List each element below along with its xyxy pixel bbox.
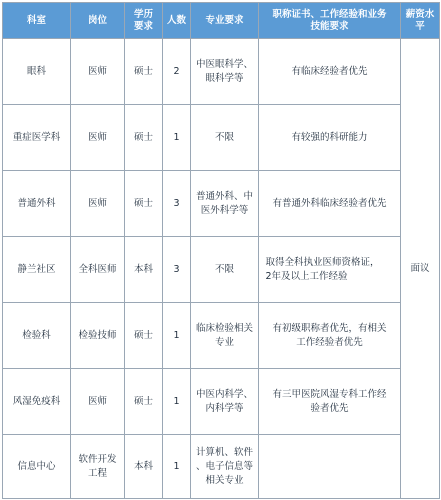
- cell-count: 1: [163, 303, 191, 369]
- cell-requirement: 有较强的科研能力: [259, 105, 401, 171]
- cell-degree: 硕士: [125, 303, 163, 369]
- cell-degree: 硕士: [125, 369, 163, 435]
- cell-position: 软件开发 工程: [71, 435, 125, 499]
- cell-requirement: 有三甲医院风湿专科工作经 验者优先: [259, 369, 401, 435]
- cell-position: 医师: [71, 105, 125, 171]
- table-row: [3, 39, 440, 105]
- cell-major: 临床检验相关 专业: [191, 303, 259, 369]
- header-position: 岗位: [71, 3, 125, 39]
- header-requirement: 职称证书、工作经验和业务 技能要求: [259, 3, 401, 39]
- cell-requirement: 取得全科执业医师资格证， 2年及以上工作经验: [259, 237, 401, 303]
- cell-major: 计算机、软件 、电子信息等 相关专业: [191, 435, 259, 499]
- cell-requirement: 有普通外科临床经验者优先: [259, 171, 401, 237]
- cell-requirement: 有临床经验者优先: [259, 39, 401, 105]
- cell-major: 不限: [191, 105, 259, 171]
- recruitment-table: [2, 2, 440, 499]
- table-row: [3, 369, 440, 435]
- cell-requirement: [259, 435, 401, 499]
- header-degree: 学历 要求: [125, 3, 163, 39]
- cell-position: 全科医师: [71, 237, 125, 303]
- cell-count: 3: [163, 171, 191, 237]
- table-header-row: [3, 3, 440, 39]
- cell-count: 3: [163, 237, 191, 303]
- cell-position: 医师: [71, 171, 125, 237]
- cell-dept: 静兰社区: [3, 237, 71, 303]
- cell-count: 1: [163, 369, 191, 435]
- table-row: [3, 105, 440, 171]
- cell-degree: 本科: [125, 237, 163, 303]
- header-dept: 科室: [3, 3, 71, 39]
- cell-dept: 信息中心: [3, 435, 71, 499]
- cell-requirement: 有初级职称者优先，有相关 工作经验者优先: [259, 303, 401, 369]
- cell-dept: 风湿免疫科: [3, 369, 71, 435]
- header-major: 专业要求: [191, 3, 259, 39]
- cell-degree: 硕士: [125, 171, 163, 237]
- cell-dept: 检验科: [3, 303, 71, 369]
- cell-count: 1: [163, 435, 191, 499]
- cell-degree: 本科: [125, 435, 163, 499]
- table-row: [3, 237, 440, 303]
- cell-dept: 普通外科: [3, 171, 71, 237]
- cell-count: 1: [163, 105, 191, 171]
- cell-count: 2: [163, 39, 191, 105]
- cell-degree: 硕士: [125, 39, 163, 105]
- cell-degree: 硕士: [125, 105, 163, 171]
- table-row: [3, 303, 440, 369]
- table-row: [3, 435, 440, 499]
- cell-major: 普通外科、中 医外科学等: [191, 171, 259, 237]
- cell-dept: 眼科: [3, 39, 71, 105]
- cell-position: 检验技师: [71, 303, 125, 369]
- cell-position: 医师: [71, 39, 125, 105]
- cell-dept: 重症医学科: [3, 105, 71, 171]
- header-count: 人数: [163, 3, 191, 39]
- header-salary: 薪资水平: [401, 3, 440, 39]
- cell-major: 不限: [191, 237, 259, 303]
- table-row: [3, 171, 440, 237]
- cell-salary: 面议: [401, 39, 440, 499]
- cell-position: 医师: [71, 369, 125, 435]
- cell-major: 中医内科学、 内科学等: [191, 369, 259, 435]
- cell-major: 中医眼科学、 眼科学等: [191, 39, 259, 105]
